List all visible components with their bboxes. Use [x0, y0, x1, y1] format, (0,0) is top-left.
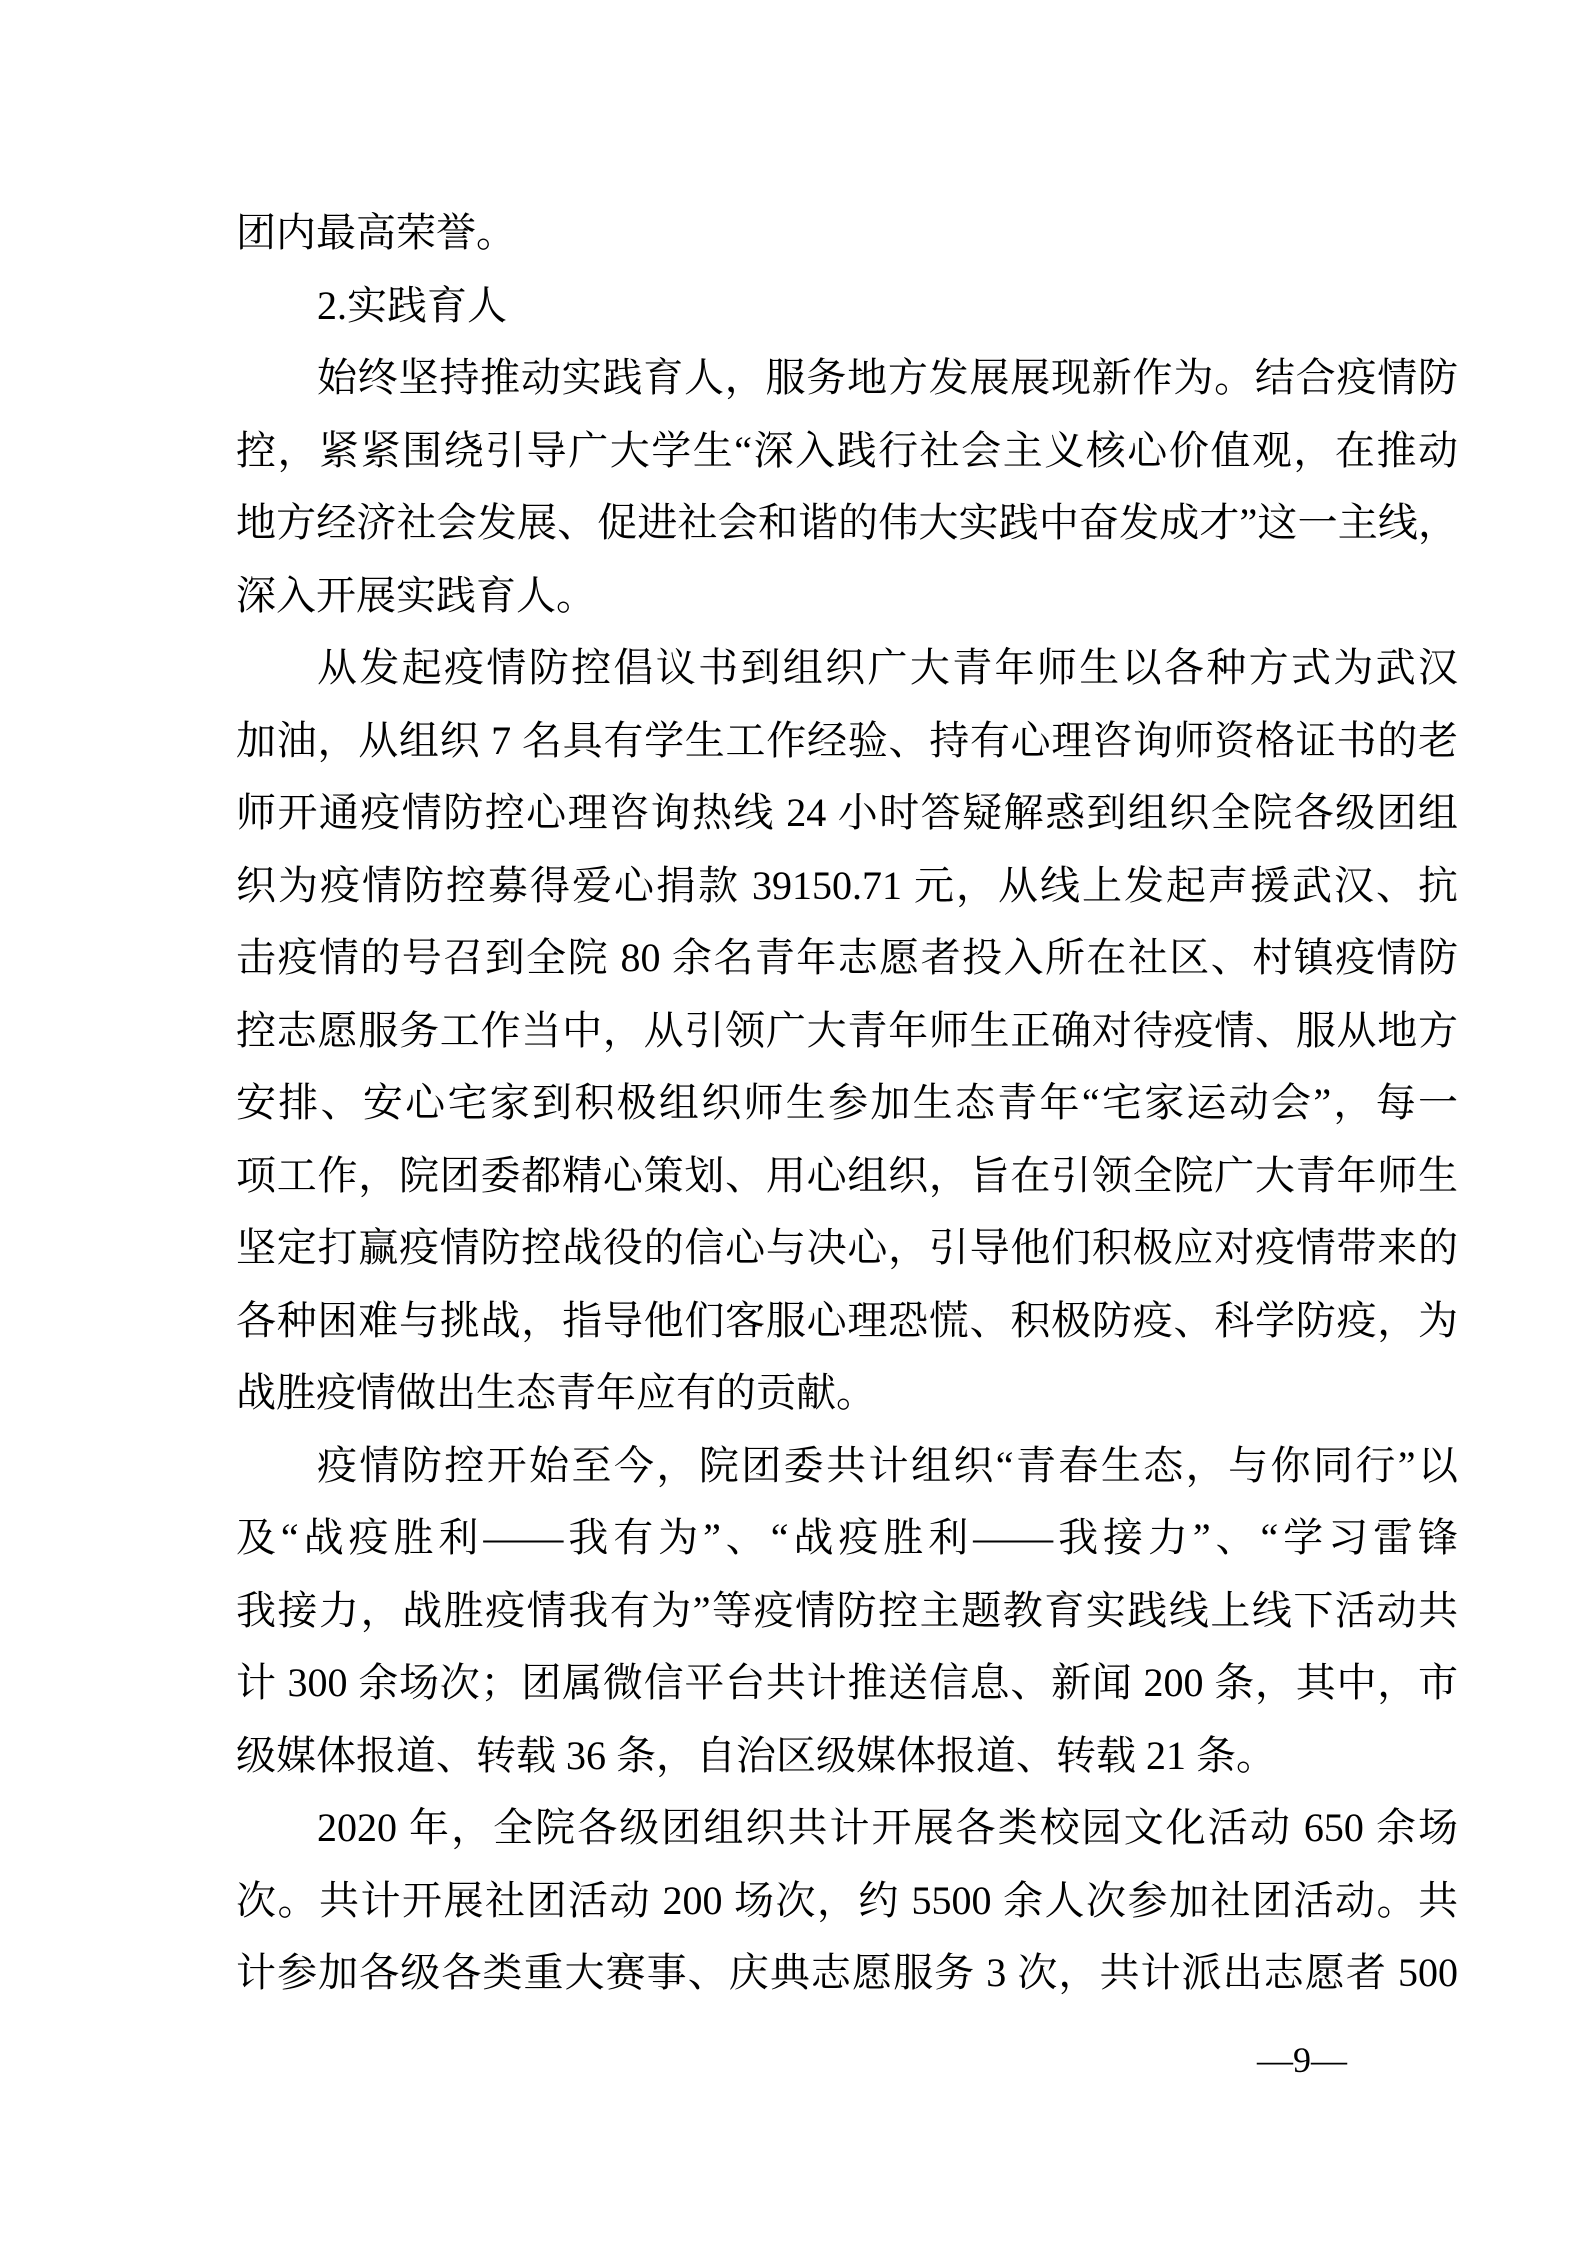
text-line: 师开通疫情防控心理咨询热线 24 小时答疑解惑到组织全院各级团组 — [236, 790, 1458, 835]
text-line: 2020 年，全院各级团组织共计开展各类校园文化活动 650 余场 — [317, 1805, 1458, 1850]
text-line: 项工作，院团委都精心策划、用心组织，旨在引领全院广大青年师生 — [236, 1152, 1458, 1198]
text-line: 从发起疫情防控倡议书到组织广大青年师生以各种方式为武汉 — [317, 645, 1458, 690]
text-line: 坚定打赢疫情防控战役的信心与决心，引导他们积极应对疫情带来的 — [236, 1225, 1458, 1270]
text-line: 及“战疫胜利——我有为”、“战疫胜利——我接力”、“学习雷锋 — [236, 1515, 1458, 1560]
text-line: 织为疫情防控募得爱心捐款 39150.71 元，从线上发起声援武汉、抗 — [236, 862, 1458, 908]
text-line: 计参加各级各类重大赛事、庆典志愿服务 3 次，共计派出志愿者 500 — [236, 1950, 1458, 1995]
text-line: 地方经济社会发展、促进社会和谐的伟大实践中奋发成才”这一主线， — [236, 500, 1458, 545]
text-line: 控志愿服务工作当中，从引领广大青年师生正确对待疫情、服从地方 — [236, 1007, 1458, 1053]
text-line: 安排、安心宅家到积极组织师生参加生态青年“宅家运动会”，每一 — [236, 1080, 1458, 1125]
page-number: —9— — [1257, 2040, 1347, 2080]
text-line: 战胜疫情做出生态青年应有的贡献。 — [236, 1370, 876, 1415]
text-line: 击疫情的号召到全院 80 余名青年志愿者投入所在社区、村镇疫情防 — [236, 935, 1458, 980]
text-line: 始终坚持推动实践育人，服务地方发展展现新作为。结合疫情防 — [317, 355, 1458, 400]
text-line: 各种困难与挑战，指导他们客服心理恐慌、积极防疫、科学防疫，为 — [236, 1297, 1458, 1343]
text-line: 疫情防控开始至今，院团委共计组织“青春生态，与你同行”以 — [317, 1442, 1458, 1488]
text-line: 计 300 余场次；团属微信平台共计推送信息、新闻 200 条，其中，市 — [236, 1660, 1458, 1705]
text-line: 加油，从组织 7 名具有学生工作经验、持有心理咨询师资格证书的老 — [236, 717, 1458, 763]
text-line: 级媒体报道、转载 36 条，自治区级媒体报道、转载 21 条。 — [236, 1732, 1276, 1778]
section-heading: 2.实践育人 — [317, 282, 507, 328]
text-line: 深入开展实践育人。 — [236, 572, 596, 618]
text-line: 控，紧紧围绕引导广大学生“深入践行社会主义核心价值观，在推动 — [236, 427, 1458, 473]
text-line: 次。共计开展社团活动 200 场次，约 5500 余人次参加社团活动。共 — [236, 1877, 1458, 1923]
text-line: 我接力，战胜疫情我有为”等疫情防控主题教育实践线上线下活动共 — [236, 1587, 1458, 1633]
text-line: 团内最高荣誉。 — [236, 210, 516, 255]
text-block — [236, 197, 1458, 2010]
